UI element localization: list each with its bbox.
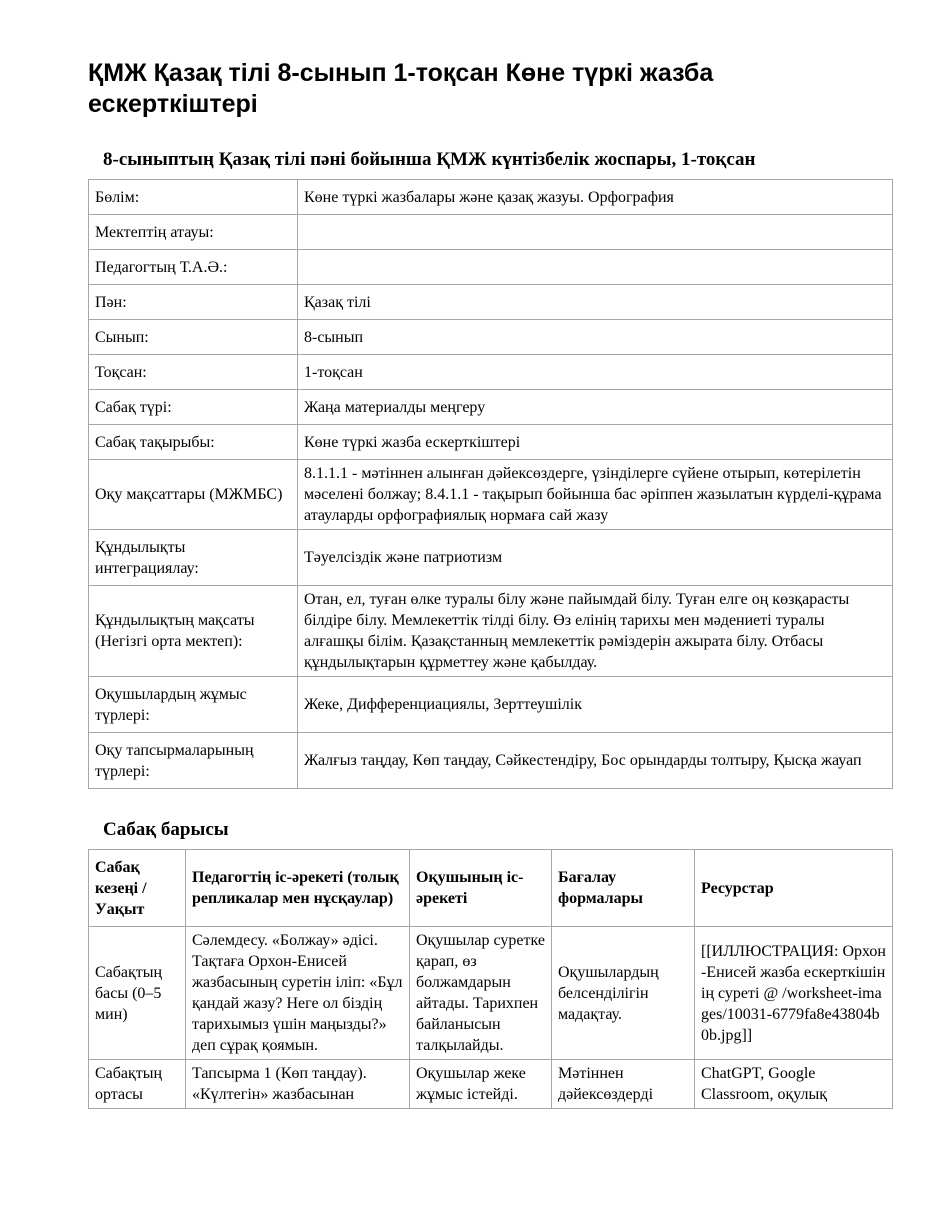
plan-table <box>88 179 893 789</box>
plan-heading: 8-сыныптың Қазақ тілі пәні бойынша ҚМЖ күнтізбелік жоспары, 1-тоқсан <box>103 149 756 170</box>
table-row <box>89 250 893 285</box>
plan-label: Педагогтың Т.А.Ә.: <box>89 250 298 285</box>
plan-label: Бөлім: <box>89 180 298 215</box>
column-header: Оқушының іс-әрекеті <box>410 850 552 927</box>
table-row <box>89 215 893 250</box>
column-header: Педагогтің іс-әрекеті (толық репликалар мен нұсқаулар) <box>186 850 410 927</box>
table-cell: ChatGPT, Google Classroom, оқулық <box>695 1060 893 1109</box>
plan-value: Отан, ел, туған өлке туралы білу және пайымдай білу. Туған елге оң көзқарасты білдіре білу. Мемлекеттік тілді білу. Өз елінің тарихы мен мәдениеті туралы алғашқы білім. Қазақстанның мемлекеттік рәміздерін ажырата білу. Отбасы құндылықтарын құрметтеу және қабылдау. <box>298 586 893 677</box>
table-row <box>89 1060 893 1109</box>
table-cell: Тапсырма 1 (Көп таңдау). «Күлтегін» жазбасынан <box>186 1060 410 1109</box>
table-row <box>89 285 893 320</box>
table-row <box>89 733 893 789</box>
plan-value: Жаңа материалды меңгеру <box>298 390 893 425</box>
table-cell: Оқушылар суретке қарап, өз болжамдарын айтады. Тарихпен байланысын талқылайды. <box>410 927 552 1060</box>
plan-value: Көне түркі жазбалары және қазақ жазуы. Орфография <box>298 180 893 215</box>
table-cell: Оқушылар жеке жұмыс істейді. <box>410 1060 552 1109</box>
plan-label: Сабақ тақырыбы: <box>89 425 298 460</box>
table-row <box>89 586 893 677</box>
plan-label: Оқу тапсырмаларының түрлері: <box>89 733 298 789</box>
table-cell: Мәтіннен дәйексөздерді <box>552 1060 695 1109</box>
plan-value <box>298 215 893 250</box>
lesson-heading: Сабақ барысы <box>103 819 229 840</box>
column-header: Ресурстар <box>695 850 893 927</box>
plan-label: Сынып: <box>89 320 298 355</box>
plan-value: Тәуелсіздік және патриотизм <box>298 530 893 586</box>
plan-value: Қазақ тілі <box>298 285 893 320</box>
table-row <box>89 460 893 530</box>
plan-value: 8-сынып <box>298 320 893 355</box>
table-cell: Сабақтың ортасы <box>89 1060 186 1109</box>
table-row <box>89 320 893 355</box>
table-header-row <box>89 850 893 927</box>
table-cell: Сәлемдесу. «Болжау» әдісі. Тақтаға Орхон-Енисей жазбасының суретін іліп: «Бұл қандай жазу? Неге ол біздің тарихымыз үшін маңызды?» деп сұрақ қоямын. <box>186 927 410 1060</box>
column-header: Сабақ кезеңі / Уақыт <box>89 850 186 927</box>
plan-value: 8.1.1.1 - мәтіннен алынған дәйексөздерге, үзінділерге сүйене отырып, көтерілетін мәселені болжау; 8.4.1.1 - тақырып бойынша бас әріппен жазылатын күрделі-құрама атауларды орфографиялық нормаға сай жазу <box>298 460 893 530</box>
plan-value: Жалғыз таңдау, Көп таңдау, Сәйкестендіру, Бос орындарды толтыру, Қысқа жауап <box>298 733 893 789</box>
column-header: Бағалау формалары <box>552 850 695 927</box>
plan-value: Жеке, Дифференциациялы, Зерттеушілік <box>298 677 893 733</box>
table-row <box>89 927 893 1060</box>
plan-value: Көне түркі жазба ескерткіштері <box>298 425 893 460</box>
table-row <box>89 425 893 460</box>
plan-label: Сабақ түрі: <box>89 390 298 425</box>
document-title: ҚМЖ Қазақ тілі 8-сынып 1-тоқсан Көне түркі жазба ескерткіштері <box>88 59 714 118</box>
table-cell: [[ИЛЛЮСТРАЦИЯ: Орхон-Енисей жазба ескерткішінің суреті @ /worksheet-images/10031-6779fa8e43804b0b.jpg]] <box>695 927 893 1060</box>
plan-label: Оқушылардың жұмыс түрлері: <box>89 677 298 733</box>
plan-label: Құндылықтың мақсаты (Негізгі орта мектеп): <box>89 586 298 677</box>
plan-label: Пән: <box>89 285 298 320</box>
table-row <box>89 180 893 215</box>
plan-label: Тоқсан: <box>89 355 298 390</box>
plan-value <box>298 250 893 285</box>
table-row <box>89 530 893 586</box>
table-row <box>89 390 893 425</box>
plan-label: Оқу мақсаттары (МЖМБС) <box>89 460 298 530</box>
lesson-table <box>88 849 893 1109</box>
plan-label: Құндылықты интеграциялау: <box>89 530 298 586</box>
table-row <box>89 677 893 733</box>
plan-label: Мектептің атауы: <box>89 215 298 250</box>
table-cell: Оқушылардың белсенділігін мадақтау. <box>552 927 695 1060</box>
table-row <box>89 355 893 390</box>
plan-value: 1-тоқсан <box>298 355 893 390</box>
table-cell: Сабақтың басы (0–5 мин) <box>89 927 186 1060</box>
